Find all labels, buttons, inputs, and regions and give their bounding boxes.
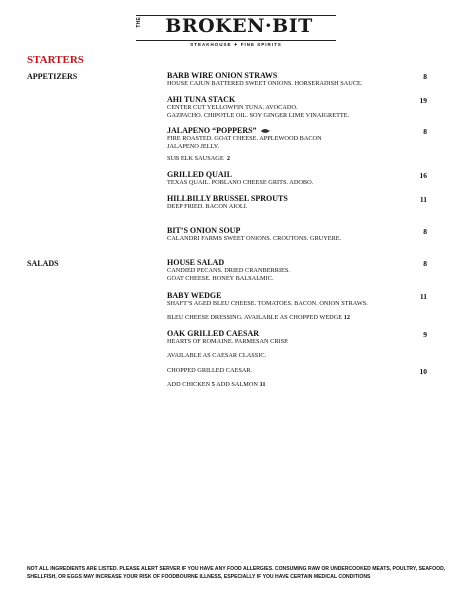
logo-rule-bottom	[136, 40, 336, 41]
menu-item-price: 19	[419, 96, 427, 105]
menu-item-name: HILLBILLY BRUSSEL SPROUTS	[167, 194, 288, 203]
menu-item-price: 16	[419, 171, 427, 180]
logo-the-text: THE	[136, 17, 142, 28]
menu-item-note	[167, 155, 230, 162]
allergy-disclaimer	[27, 565, 457, 581]
note-text: BLEU CHEESE DRESSING. AVAILABLE AS CHOPPED WEDGE	[167, 314, 343, 321]
menu-item-name-text: JALAPENO “POPPERS”	[167, 126, 257, 135]
menu-item-name: BARB WIRE ONION STRAWS	[167, 71, 278, 80]
note-price: 12	[343, 314, 350, 321]
disclaimer-line: SHELLFISH, OR EGGS MAY INCREASE YOUR RISK OF FOODBOURNE ILLNESS, ESPECIALLY IF YOU HAVE CERTAIN MEDICAL CONDITIONS	[27, 574, 371, 580]
menu-item-desc: JALAPENO JELLY.	[167, 143, 220, 150]
note-text: SUB ELK SAUSAGE	[167, 155, 224, 162]
menu-item-desc: GAZPACHO. CHIPOTLE OIL. SOY GINGER LIME VINAIGRETTE.	[167, 112, 350, 119]
category-appetizers: APPETIZERS	[27, 72, 78, 81]
addon-chicken-price: 5	[211, 381, 215, 388]
menu-item-price: 9	[423, 330, 427, 339]
menu-item-price: 11	[419, 292, 427, 301]
menu-item-name: AHI TUNA STACK	[167, 95, 236, 104]
chili-pepper-icon	[260, 128, 270, 134]
menu-item-price: 8	[423, 127, 427, 136]
note-price: 2	[226, 155, 230, 162]
brand-logo	[136, 12, 336, 47]
addon-chicken-label: ADD CHICKEN	[167, 381, 211, 388]
menu-item-name: OAK GRILLED CAESAR	[167, 329, 260, 338]
menu-item-desc: CALANDRI FARMS SWEET ONIONS. CROUTONS. GRUYERE.	[167, 235, 342, 242]
menu-item-price: 10	[419, 367, 427, 376]
addon-salmon-price: 11	[259, 381, 266, 388]
menu-item-desc: CANDIED PECANS. DRIED CRANBERRIES.	[167, 267, 290, 274]
menu-item-desc: TEXAS QUAIL. POBLANO CHEESE GRITS. ADOBO.	[167, 179, 314, 186]
menu-item-desc: DEEP FRIED. BACON AIOLI.	[167, 203, 248, 210]
menu-item-desc: FIRE ROASTED. GOAT CHEESE. APPLEWOOD BACON	[167, 135, 322, 142]
menu-item-name: GRILLED QUAIL	[167, 170, 233, 179]
menu-item-desc: CENTER CUT YELLOWFIN TUNA. AVOCADO.	[167, 104, 298, 111]
menu-item-name: BABY WEDGE	[167, 291, 222, 300]
menu-item-desc: SHAFT’S AGED BLEU CHEESE. TOMATOES. BACON. ONION STRAWS.	[167, 300, 368, 307]
logo-wordmark: BROKEN·BIT	[165, 15, 313, 37]
menu-item-name	[167, 126, 270, 135]
menu-item-note	[167, 314, 350, 321]
menu-item-price: 8	[423, 72, 427, 81]
menu-item-desc: HOUSE CAJUN BATTERED SWEET ONIONS. HORSERADISH SAUCE.	[167, 80, 363, 87]
addon-salmon-label: ADD SALMON	[216, 381, 258, 388]
menu-item-desc: HEARTS OF ROMAINE. PARMESAN CRISP.	[167, 338, 289, 345]
disclaimer-line: NOT ALL INGREDIENTS ARE LISTED. PLEASE ALERT SERVER IF YOU HAVE ANY FOOD ALLERGIES. CONSUMING RAW OR UNDERCOOKED MEATS, POULTRY, SEAFOOD,	[27, 566, 446, 572]
menu-item-note: CHOPPED GRILLED CAESAR.	[167, 367, 253, 374]
menu-item-name: HOUSE SALAD	[167, 258, 225, 267]
menu-item-price: 8	[423, 259, 427, 268]
menu-item-desc: GOAT CHEESE. HONEY BALSALMIC.	[167, 275, 274, 282]
menu-item-price: 11	[419, 195, 427, 204]
menu-item-name: BIT’S ONION SOUP	[167, 226, 241, 235]
category-salads: SALADS	[27, 259, 59, 268]
section-title-starters: STARTERS	[27, 54, 84, 66]
menu-item-note: AVAILABLE AS CAESAR CLASSIC.	[167, 352, 267, 359]
logo-tagline: STEAKHOUSE ✦ FINE SPIRITS	[190, 42, 282, 47]
salad-addons	[167, 381, 266, 388]
menu-item-price: 8	[423, 227, 427, 236]
